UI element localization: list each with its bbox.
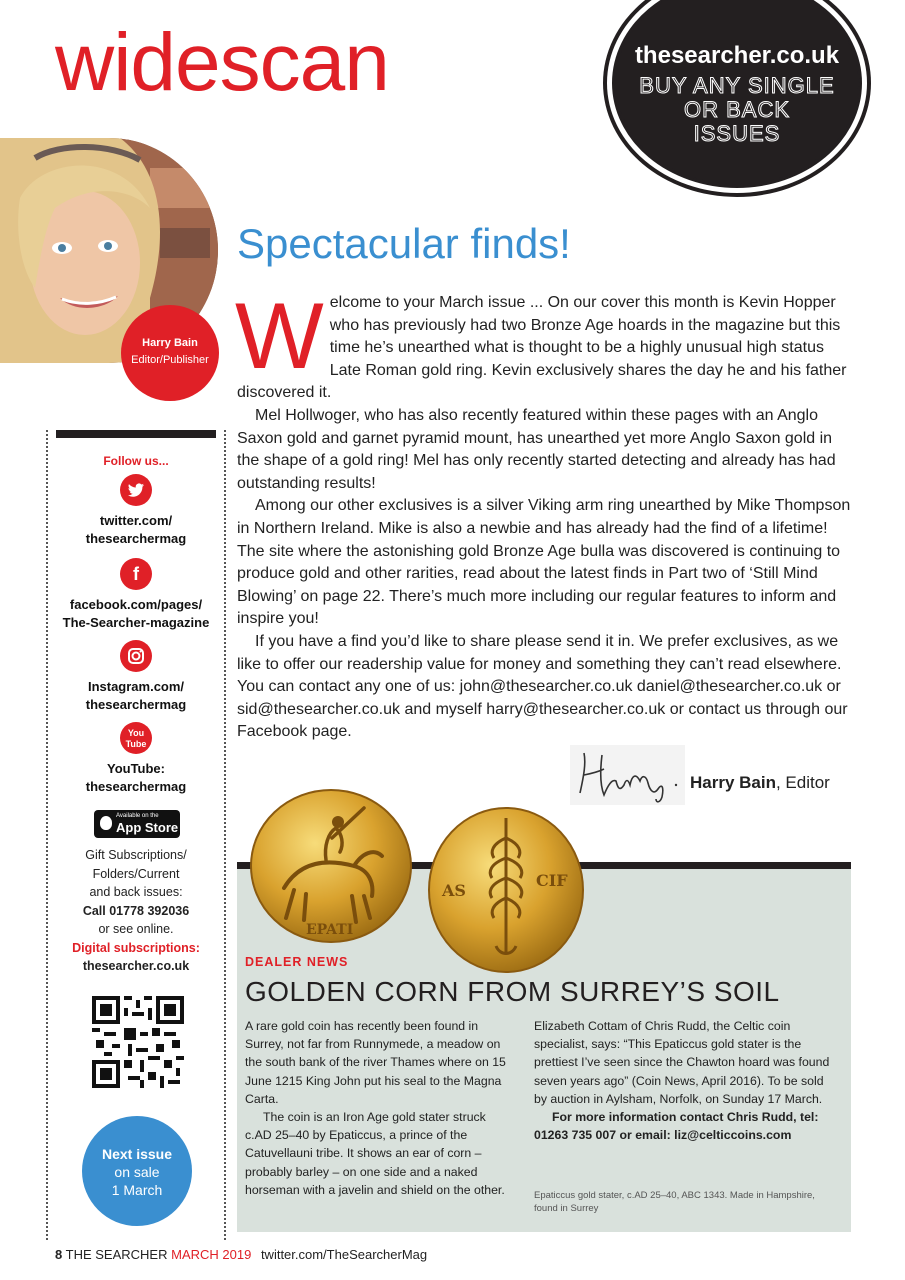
masthead-title: widescan (55, 17, 389, 108)
subs-line: Folders/Current (92, 866, 180, 881)
dealer-paragraph: A rare gold coin has recently been found in Surrey, not far from Runnymede, a meadow on the south bank of the river Thames where on 15 June 1215 King John put his seal to the Magna Carta. (245, 1019, 506, 1106)
instagram-icon (120, 640, 152, 672)
social-youtube-line1: YouTube: (106, 761, 165, 776)
app-store-small-text: Available on the (116, 813, 159, 819)
signoff-name: Harry Bain (690, 773, 776, 792)
digital-subs-link[interactable]: thesearcher.co.uk (82, 959, 190, 973)
social-instagram-line2: thesearchermag (85, 697, 187, 712)
editor-signoff (690, 773, 830, 793)
editorial-paragraph: elcome to your March issue ... On our cover this month is Kevin Hopper who has previously had two Bronze Age hoards in the magazine but this time he’s unearthed what is thought to be a highly unusual high status Late Roman gold ring. Kevin exclusively shares the day he and his father discovered it. (237, 294, 847, 402)
drop-cap: W (235, 283, 324, 388)
editor-name-badge (121, 305, 219, 401)
coin-obverse (251, 790, 411, 942)
sidebar (46, 430, 226, 1240)
social-instagram[interactable] (48, 640, 224, 714)
sidebar-top-rule (56, 430, 216, 438)
editorial-paragraph: Among our other exclusives is a silver Viking arm ring unearthed by Mike Thompson in Northern Ireland. Mike is also a newbie and has already had the find of a lifetime! The site where the astonishing gold Bronze Age bulla was discovered is continuing to produce gold and other rarities, read about the latest finds in Part two of ‘Still Mind Blowing’ on page 22. There’s much more including our regular features to inform and inspire you! (237, 497, 851, 628)
qr-code[interactable] (92, 996, 184, 1088)
article-headline: Spectacular finds! (237, 220, 571, 267)
twitter-icon (120, 474, 152, 506)
page-number: 8 (55, 1247, 63, 1262)
next-issue-label: Next issue (101, 1146, 173, 1162)
promo-offer-line: ISSUES (693, 121, 781, 146)
promo-offer (616, 74, 858, 146)
apple-icon (100, 816, 112, 830)
magazine-name: THE SEARCHER (65, 1247, 168, 1262)
social-instagram-line1: Instagram.com/ (87, 679, 185, 694)
youtube-icon: You Tube (120, 722, 152, 754)
promo-offer-line: OR BACK (683, 97, 791, 122)
social-youtube[interactable] (48, 722, 224, 796)
editorial-paragraph: If you have a find you’d like to share please send it in. We prefer exclusives, as we like to offer our readership value for money and something they can’t read elsewhere. You can contact any one of us: john@thesearcher.co.uk daniel@thesearcher.co.uk or sid@thesearcher.co.uk and myself harry@thesearcher.co.uk or contact us through our Facebook page. (237, 632, 848, 741)
subs-line: Gift Subscriptions/ (85, 848, 187, 862)
issue-month: MARCH 2019 (171, 1247, 252, 1262)
social-facebook[interactable] (48, 558, 224, 632)
editor-role: Editor/Publisher (131, 354, 209, 366)
app-store-text: App Store (116, 820, 179, 835)
dealer-contact[interactable]: For more information contact Chris Rudd, tel: 01263 735 007 or email: liz@celticcoins.com (534, 1110, 819, 1143)
coin-reverse-inscription-right: CIF (536, 871, 568, 890)
editorial-body (235, 283, 853, 744)
coin-reverse-inscription-left: AS (442, 881, 466, 900)
dealer-paragraph: The coin is an Iron Age gold stater struck c.AD 25–40 by Epaticcus, a prince of the Catuvellauni tribe. It shows an ear of corn – probably barley – on one side and a naked horseman with a javelin and shield on the other. (245, 1110, 505, 1197)
promo-site: thesearcher.co.uk (634, 42, 840, 69)
social-twitter[interactable] (48, 474, 224, 548)
dealer-news-tag: DEALER NEWS (245, 955, 349, 969)
dealer-news-column-2 (534, 1017, 834, 1144)
page-footer (55, 1247, 427, 1262)
coin-caption: Epaticcus gold stater, c.AD 25–40, ABC 1343. Made in Hampshire, found in Surrey (534, 1190, 815, 1214)
social-facebook-line1: facebook.com/pages/ (69, 597, 203, 612)
social-twitter-line2: thesearchermag (85, 531, 187, 546)
promo-offer-line: BUY ANY SINGLE (639, 73, 835, 98)
facebook-icon: f (120, 558, 152, 590)
dealer-news-headline: GOLDEN CORN FROM SURREY’S SOIL (245, 976, 780, 1007)
footer-twitter-link[interactable]: twitter.com/TheSearcherMag (260, 1247, 428, 1262)
editorial-paragraph: Mel Hollwoger, who has also recently featured within these pages with an Anglo Saxon gold and garnet pyramid mount, has unearthed yet more Anglo Saxon gold in the shape of a gold ring! Mel has only recently started detecting and already has had outstanding results! (237, 406, 836, 492)
social-youtube-line2: thesearchermag (85, 779, 187, 794)
back-issues-promo[interactable] (612, 0, 862, 188)
subs-phone[interactable]: Call 01778 392036 (82, 903, 190, 918)
on-sale-label: on sale (114, 1164, 160, 1180)
editor-signature (570, 745, 685, 805)
coin-obverse-inscription: EPATI (306, 922, 354, 938)
digital-subs-label: Digital subscriptions: (72, 940, 200, 955)
follow-us-label: Follow us... (103, 454, 169, 468)
subs-line: or see online. (98, 922, 174, 936)
app-store-badge[interactable] (94, 810, 180, 838)
signoff-role: , Editor (775, 773, 830, 792)
coin-images (244, 778, 584, 978)
dealer-paragraph: Elizabeth Cottam of Chris Rudd, the Celtic coin specialist, says: “This Epaticcus gold stater is the prettiest I’ve seen since the Chawton hoard was found seven years ago” (Coin News, April 2016). To be sold by auction in Aylsham, Norfolk, on Sunday 17 March. (534, 1019, 830, 1106)
social-twitter-line1: twitter.com/ (99, 513, 173, 528)
next-issue-badge (82, 1116, 192, 1226)
editor-name: Harry Bain (142, 337, 198, 349)
social-facebook-line2: The-Searcher-magazine (62, 615, 210, 630)
coin-reverse (429, 808, 583, 972)
next-issue-date: 1 March (111, 1182, 163, 1198)
dealer-news-column-1 (245, 1017, 515, 1199)
subs-line: and back issues: (89, 885, 183, 899)
subscriptions-info (48, 846, 224, 976)
